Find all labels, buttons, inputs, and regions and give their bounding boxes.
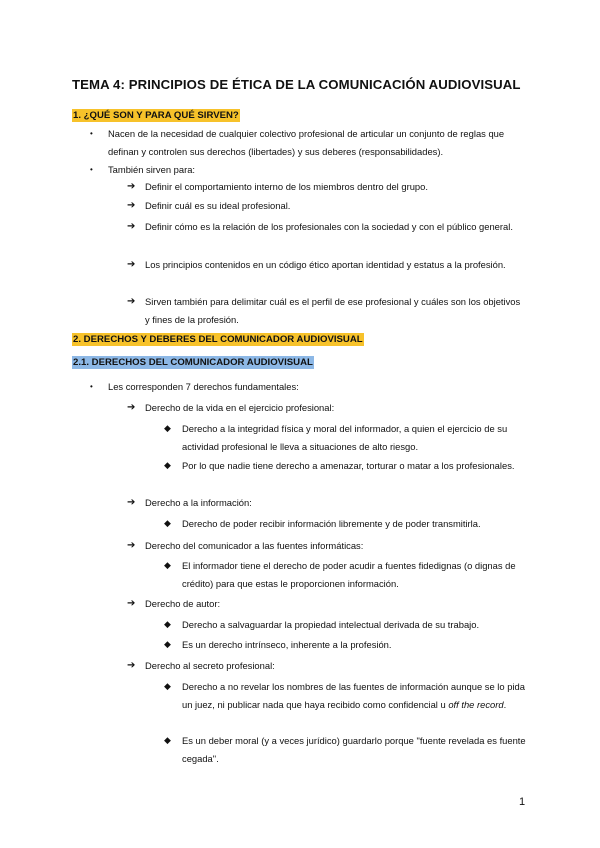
bullet-icon: •: [90, 165, 93, 174]
bullet-icon: •: [90, 382, 93, 391]
list-item: [127, 399, 525, 417]
diamond-bullet-icon: ◆: [164, 423, 171, 433]
list-item-text: Definir el comportamiento interno de los miembros dentro del grupo.: [145, 181, 428, 192]
bullet-icon: •: [90, 129, 93, 138]
diamond-bullet-icon: ◆: [164, 460, 171, 470]
list-item-text: Por lo que nadie tiene derecho a amenazar, torturar o matar a los profesionales.: [182, 460, 515, 471]
list-item-text: Es un derecho intrínseco, inherente a la profesión.: [182, 639, 392, 650]
list-item: [127, 256, 525, 274]
list-item-text-end: .: [503, 698, 507, 710]
arrow-icon: ➔: [127, 402, 136, 413]
list-item-text: Derecho a salvaguardar la propiedad intelectual derivada de su trabajo.: [182, 619, 480, 630]
list-item: [127, 657, 525, 675]
section-heading-1: [72, 110, 240, 121]
arrow-icon: ➔: [127, 200, 136, 211]
diamond-bullet-icon: ◆: [164, 681, 171, 691]
list-item: [90, 161, 526, 179]
page-title: TEMA 4: PRINCIPIOS DE ÉTICA DE LA COMUNICACIÓN AUDIOVISUAL: [72, 77, 521, 92]
list-item: [164, 457, 526, 475]
section-heading-2: [72, 334, 364, 345]
list-item: [90, 378, 526, 396]
list-item: [127, 595, 525, 613]
list-item: [127, 218, 525, 236]
diamond-bullet-icon: ◆: [164, 560, 171, 570]
list-item-text: Derecho al secreto profesional:: [145, 660, 275, 671]
list-item-text: Derecho a la integridad física y moral del informador, a quien el ejercicio de su actividad profesional le lleva a situaciones de alto riesgo.: [182, 423, 508, 452]
diamond-bullet-icon: ◆: [164, 735, 171, 745]
arrow-icon: ➔: [127, 181, 136, 192]
arrow-icon: ➔: [127, 598, 136, 609]
list-item-text: Definir cuál es su ideal profesional.: [145, 200, 291, 211]
arrow-icon: ➔: [127, 540, 136, 551]
diamond-bullet-icon: ◆: [164, 619, 171, 629]
list-item-text: Derecho de autor:: [145, 598, 221, 609]
subsection-heading-2-1: [72, 357, 314, 368]
list-item: [90, 125, 526, 160]
diamond-bullet-icon: ◆: [164, 518, 171, 528]
page-number: 1: [519, 796, 526, 808]
list-item-text: Derecho de la vida en el ejercicio profesional:: [145, 402, 335, 413]
arrow-icon: ➔: [127, 497, 136, 508]
list-item-text: El informador tiene el derecho de poder acudir a fuentes fidedignas (o dignas de crédito) para que estas le proporcionen información.: [182, 560, 516, 589]
list-item: [164, 420, 526, 455]
list-item: [127, 537, 525, 555]
arrow-icon: ➔: [127, 660, 136, 671]
section-heading-1-text: 1. ¿QUÉ SON Y PARA QUÉ SIRVEN?: [73, 110, 239, 121]
list-item-text: Les corresponden 7 derechos fundamentales:: [108, 381, 299, 392]
list-item-text: Derecho del comunicador a las fuentes informáticas:: [145, 540, 364, 551]
list-item: [164, 557, 526, 592]
list-item-emphasis: off the record: [448, 698, 504, 710]
list-item-text: Nacen de la necesidad de cualquier colectivo profesional de articular un conjunto de reglas que definan y controlen sus derechos (libertades) y sus deberes (responsabilidades).: [108, 128, 505, 157]
arrow-icon: ➔: [127, 259, 136, 270]
list-item-text: Es un deber moral (y a veces jurídico) guardarlo porque "fuente revelada es fuente cegada".: [182, 735, 526, 764]
arrow-icon: ➔: [127, 296, 136, 307]
diamond-bullet-icon: ◆: [164, 639, 171, 649]
section-heading-2-text: 2. DERECHOS Y DEBERES DEL COMUNICADOR AUDIOVISUAL: [73, 334, 363, 345]
list-item-text: Los principios contenidos en un código ético aportan identidad y estatus a la profesión.: [145, 259, 506, 270]
list-item: [164, 616, 526, 634]
list-item-text: Sirven también para delimitar cuál es el perfil de ese profesional y cuáles son los objetivos y fines de la profesión.: [145, 296, 521, 325]
list-item-text: También sirven para:: [108, 164, 196, 175]
list-item: [127, 293, 525, 328]
list-item: [127, 197, 525, 215]
list-item: [164, 678, 526, 713]
list-item: [127, 494, 525, 512]
list-item: [164, 732, 526, 767]
list-item-text: Derecho a la información:: [145, 497, 252, 508]
arrow-icon: ➔: [127, 221, 136, 232]
list-item-text: Derecho a no revelar los nombres de las fuentes de información aunque se lo pida un juez, ni publicar nada que haya recibido como confidencial u: [182, 681, 525, 710]
subsection-heading-2-1-text: 2.1. DERECHOS DEL COMUNICADOR AUDIOVISUAL: [73, 357, 313, 368]
list-item-text: Definir cómo es la relación de los profesionales con la sociedad y con el público general.: [145, 221, 513, 232]
list-item: [127, 178, 525, 196]
list-item-text: Derecho de poder recibir información libremente y de poder transmitirla.: [182, 518, 481, 529]
list-item: [164, 515, 526, 533]
list-item: [164, 636, 526, 654]
